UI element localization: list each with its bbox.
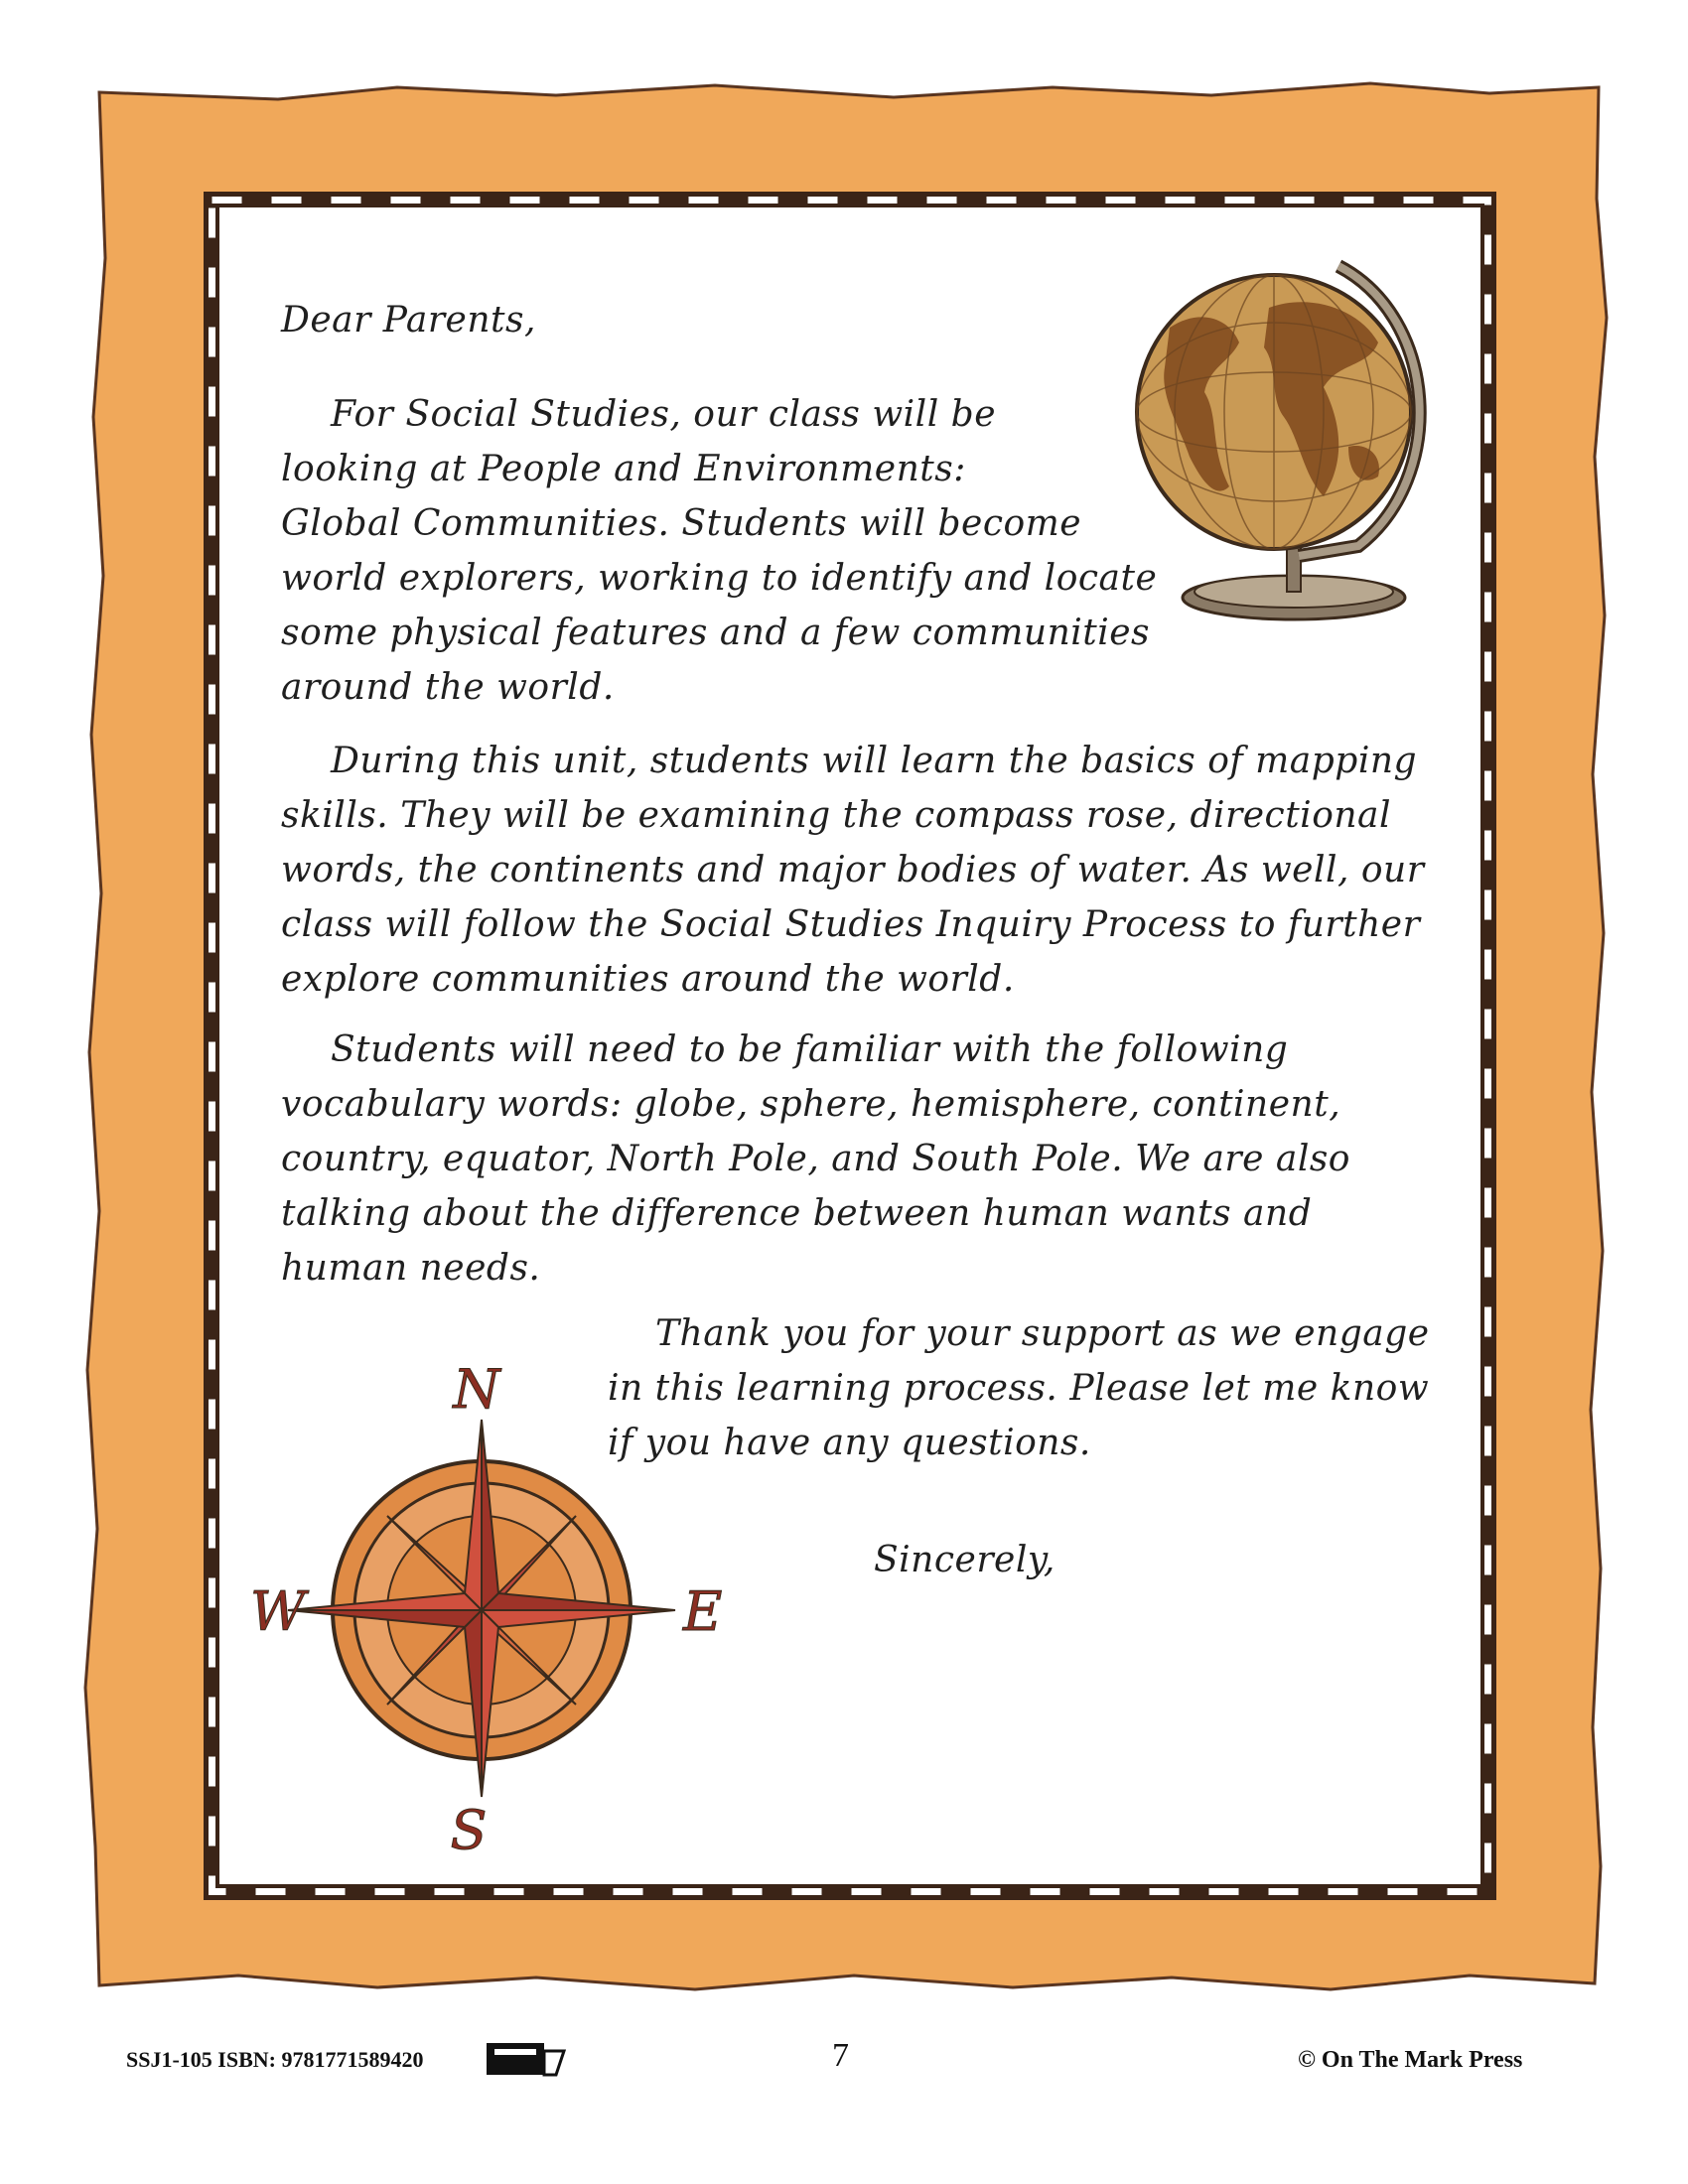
- text-line: country, equator, North Pole, and South Pole. We are also: [281, 1139, 1350, 1179]
- compass-west-label: W: [250, 1580, 306, 1643]
- text-line: in this learning process. Please let me know: [608, 1368, 1430, 1409]
- compass-south-label: S: [450, 1799, 488, 1856]
- compass-rose: [238, 1360, 735, 1856]
- compass-east-label: E: [683, 1580, 723, 1643]
- compass-north-label: N: [453, 1360, 500, 1421]
- text-line: looking at People and Environments:: [281, 449, 966, 489]
- text-line: words, the continents and major bodies of water. As well, our: [281, 850, 1425, 890]
- text-line: some physical features and a few communities: [281, 613, 1151, 653]
- text-line: human needs.: [281, 1248, 541, 1289]
- salutation: Dear Parents,: [281, 300, 536, 341]
- paragraph-intro: [281, 387, 1158, 715]
- text-line: Students will need to be familiar with the following: [331, 1029, 1289, 1070]
- text-line: For Social Studies, our class will be: [331, 394, 996, 435]
- closing: Sincerely,: [874, 1540, 1055, 1580]
- text-line: world explorers, working to identify and locate: [281, 558, 1158, 599]
- compass-main-points: [288, 1420, 675, 1797]
- text-line: around the world.: [281, 667, 615, 708]
- publisher-credit: © On The Mark Press: [1298, 2047, 1523, 2073]
- page-number: 7: [832, 2037, 849, 2074]
- text-line: skills. They will be examining the compass rose, directional: [281, 795, 1392, 836]
- text-line: Thank you for your support as we engage: [655, 1313, 1430, 1354]
- footer-product-code: SSJ1-105 ISBN: 9781771589420: [126, 2047, 424, 2072]
- globe-illustration: [1110, 248, 1448, 625]
- text-line: talking about the difference between human wants and: [281, 1193, 1313, 1234]
- book-icon: [485, 2037, 566, 2077]
- paragraph-vocabulary: [281, 1023, 1433, 1296]
- text-line: During this unit, students will learn the basics of mapping: [331, 741, 1418, 781]
- text-line: class will follow the Social Studies Inquiry Process to further: [281, 904, 1421, 945]
- text-line: Global Communities. Students will become: [281, 503, 1082, 544]
- text-line: explore communities around the world.: [281, 959, 1015, 1000]
- paragraph-mapping: [281, 734, 1433, 1007]
- text-line: if you have any questions.: [608, 1423, 1091, 1463]
- text-line: vocabulary words: globe, sphere, hemisphere, continent,: [281, 1084, 1341, 1125]
